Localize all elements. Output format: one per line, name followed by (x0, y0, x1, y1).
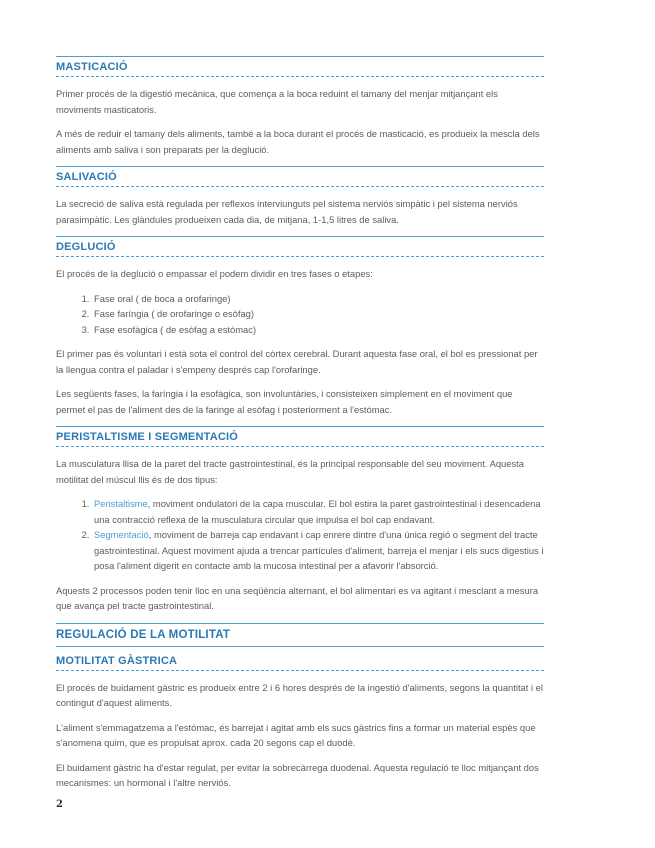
motility-type-list (56, 496, 544, 574)
heading-peristaltisme: PERISTALTISME I SEGMENTACIÓ (56, 426, 544, 447)
list-item (92, 527, 544, 574)
page-number: 2 (56, 799, 63, 810)
page-content (56, 56, 544, 800)
peristaltisme-paragraph-1: La musculatura llisa de la paret del tracte gastrointestinal, és la principal responsable del seu moviment. Aquesta motilitat del múscul llis és de dos tipus: (56, 458, 524, 485)
salivacio-paragraph-1: La secreció de saliva està regulada per reflexos interviunguts pel sistema nerviós simpàtic i pel sistema nerviós parasimpàtic. Les glàndules produeixen cada dia, de mitjana, 1-1,5 litres de saliva. (56, 198, 518, 225)
heading-masticacio: MASTICACIÓ (56, 56, 544, 77)
motilitat-paragraph-2: L'aliment s'emmagatzema a l'estómac, és barrejat i agitat amb els sucs gàstrics fins a formar un material espès que s'anomena quim, que es propulsat aprox. cada 20 segons cap el duodè. (56, 721, 536, 748)
heading-motilitat-gastrica: MOTILITAT GÀSTRICA (56, 655, 544, 671)
list-item: 3. Fase esofàgica ( de esòfag a estómac) (92, 322, 544, 338)
list-item (92, 496, 544, 527)
heading-salivacio: SALIVACIÓ (56, 166, 544, 187)
term-peristaltisme: Peristaltisme (94, 498, 148, 509)
term-segmentacio: Segmentació (94, 529, 149, 540)
masticacio-paragraph-2: A més de reduir el tamany dels aliments, també a la boca durant el procés de masticació, es produeix la mescla dels aliments amb saliva i son preparats per la deglució. (56, 128, 540, 155)
list-item-text: , moviment ondulatori de la capa muscular. El bol estira la paret gastrointestinal i desencadena una contracció reflexa de la musculatura circular que impulsa el bol cap endavant. (94, 498, 541, 525)
masticacio-paragraph-1: Primer procés de la digestió mecànica, que comença a la boca reduint el tamany del menjar mitjançant els moviments masticatoris. (56, 88, 498, 115)
heading-regulacio: REGULACIÓ DE LA MOTILITAT (56, 623, 544, 647)
motilitat-paragraph-1: El procés de buidament gàstric es produeix entre 2 i 6 hores després de la ingestió d'aliments, segons la quantitat i el contingut d'aquest aliments. (56, 681, 543, 708)
deglucio-paragraph-3: Les següents fases, la faríngia i la esofàgica, son involuntàries, i consisteixen simplement en el moviment que permet el pas de l'aliment des de la faringe al esòfag i posteriorment a l'estómac. (56, 388, 513, 415)
list-item-text: , moviment de barreja cap endavant i cap enrere dintre d'una única regió o segment del tracte gastrointestinal. Aquest moviment ajuda a trencar partícules d'aliment, barreja el menjar i els sucs digestius i posa l'aliment digerit en contacte amb la mucosa intestinal per a afavorir l'absorció. (94, 529, 544, 571)
deglucio-paragraph-1: El procés de la deglució o empassar el podem dividir en tres fases o etapes: (56, 268, 373, 279)
list-item: 2. Fase faríngia ( de orofaringe o esòfag) (92, 306, 544, 322)
deglucio-paragraph-2: El primer pas és voluntari i està sota el control del còrtex cerebral. Durant aquesta fase oral, el bol es pressionat per la llengua contra el paladar i s'empeny després cap l'orofaringe. (56, 348, 538, 375)
motilitat-paragraph-3: El buidament gàstric ha d'estar regulat, per evitar la sobrecàrrega duodenal. Aquesta regulació te lloc mitjançant dos mecanismes: un hormonal i l'altre nerviós. (56, 761, 539, 788)
deglucio-phase-list (56, 291, 544, 338)
list-item: 1. Fase oral ( de boca a orofaringe) (92, 291, 544, 307)
peristaltisme-paragraph-2: Aquests 2 processos poden tenir lloc en una seqüència alternant, el bol alimentari es va agitant i mesclant a mesura que avança pel tracte gastrointestinal. (56, 584, 539, 611)
heading-deglucio: DEGLUCIÓ (56, 236, 544, 257)
